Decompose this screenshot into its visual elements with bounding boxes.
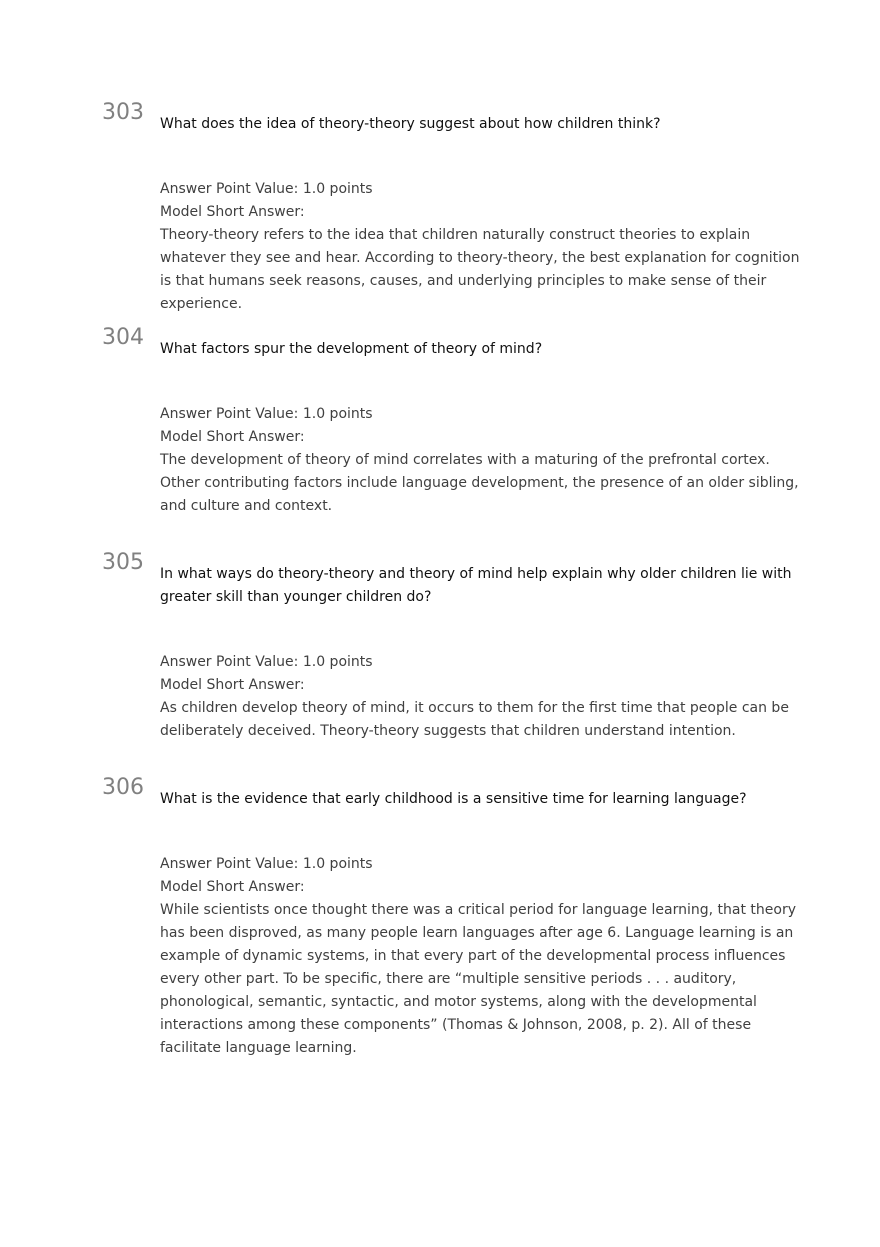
question-number: 303: [102, 100, 144, 125]
question-number: 305: [102, 550, 144, 575]
answer-point-value: Answer Point Value: 1.0 points: [160, 654, 373, 670]
question-text: What factors spur the development of theory of mind?: [160, 341, 543, 357]
model-answer-text: The development of theory of mind correlates with a maturing of the prefrontal cortex. Other contributing factors include language development, the presence of an older sibling, and culture and context.: [160, 452, 799, 514]
answer-block: [160, 178, 800, 316]
answer-point-value: Answer Point Value: 1.0 points: [160, 856, 373, 872]
model-answer-label: Model Short Answer:: [160, 204, 305, 220]
answer-point-value: Answer Point Value: 1.0 points: [160, 406, 373, 422]
model-answer-text: While scientists once thought there was a critical period for language learning, that theory has been disproved, as many people learn languages after age 6. Language learning is an example of dynamic systems, in that every part of the developmental process influences every other part. To be specific, there are “multiple sensitive periods . . . auditory, phonological, semantic, syntactic, and motor systems, along with the developmental interactions among these components” (Thomas & Johnson, 2008, p. 2). All of these facilitate language learning.: [160, 902, 797, 1056]
model-answer-label: Model Short Answer:: [160, 429, 305, 445]
answer-point-value: Answer Point Value: 1.0 points: [160, 181, 373, 197]
question-number: 304: [102, 325, 144, 350]
question-number: 306: [102, 775, 144, 800]
question-text: What is the evidence that early childhood is a sensitive time for learning language?: [160, 791, 747, 807]
question-text: What does the idea of theory-theory suggest about how children think?: [160, 116, 661, 132]
answer-block: [160, 651, 800, 743]
model-answer-text: As children develop theory of mind, it occurs to them for the first time that people can be deliberately deceived. Theory-theory suggests that children understand intention.: [160, 700, 789, 739]
answer-block: [160, 853, 800, 1060]
answer-block: [160, 403, 800, 518]
model-answer-label: Model Short Answer:: [160, 879, 305, 895]
question-text: In what ways do theory-theory and theory of mind help explain why older children lie with greater skill than younger children do?: [160, 566, 792, 605]
model-answer-label: Model Short Answer:: [160, 677, 305, 693]
model-answer-text: Theory-theory refers to the idea that children naturally construct theories to explain whatever they see and hear. According to theory-theory, the best explanation for cognition is that humans seek reasons, causes, and underlying principles to make sense of their experience.: [160, 227, 800, 312]
